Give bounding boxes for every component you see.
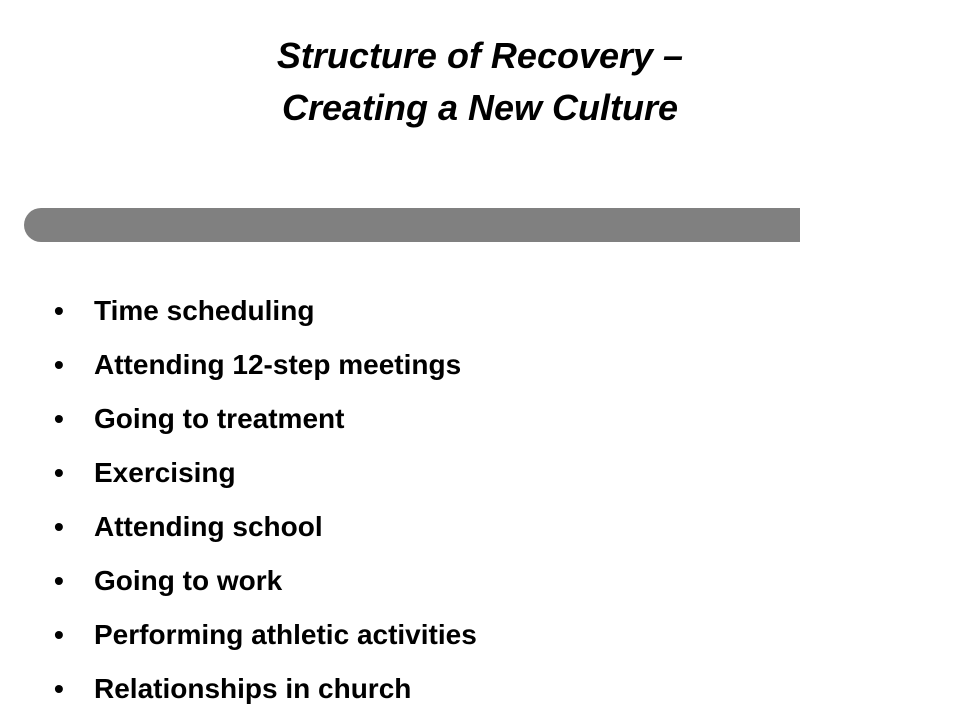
divider-notch <box>24 242 64 245</box>
list-item <box>54 446 477 500</box>
slide-title <box>0 30 960 134</box>
list-item-text: Performing athletic activities <box>94 619 477 650</box>
bullet-icon: • <box>54 403 64 434</box>
list-item <box>54 284 477 338</box>
list-item <box>54 662 477 716</box>
list-item <box>54 338 477 392</box>
bullet-icon: • <box>54 673 64 704</box>
list-item-text: Relationships in church <box>94 673 412 704</box>
title-line-2: Creating a New Culture <box>281 87 679 128</box>
list-item <box>54 392 477 446</box>
list-item-text: Going to treatment <box>94 403 345 434</box>
list-item <box>54 554 477 608</box>
decorative-divider-bar <box>24 208 800 242</box>
list-item-text: Time scheduling <box>94 295 315 326</box>
bullet-icon: • <box>54 457 64 488</box>
list-item <box>54 500 477 554</box>
list-item <box>54 608 477 662</box>
list-item-text: Attending 12-step meetings <box>94 349 462 380</box>
bullet-icon: • <box>54 619 64 650</box>
list-item-text: Going to work <box>94 565 283 596</box>
bullet-icon: • <box>54 511 64 542</box>
bullet-icon: • <box>54 295 64 326</box>
bullet-icon: • <box>54 349 64 380</box>
list-item-text: Attending school <box>94 511 323 542</box>
title-line-1: Structure of Recovery – <box>276 35 684 76</box>
bullet-icon: • <box>54 565 64 596</box>
bullet-list <box>54 284 477 716</box>
list-item-text: Exercising <box>94 457 236 488</box>
